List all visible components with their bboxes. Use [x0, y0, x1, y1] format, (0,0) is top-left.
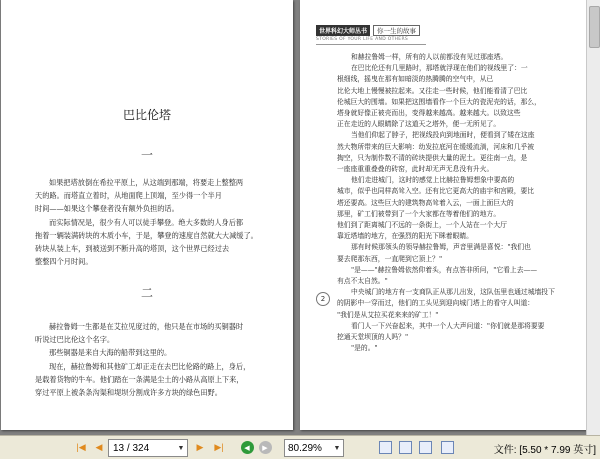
- text-line: "是——"赫拉鲁姆依然仰着头，有点答非所问，"它看上去——: [351, 265, 538, 274]
- continuous-button[interactable]: [398, 440, 412, 455]
- zoom-text[interactable]: 80.29%: [288, 442, 322, 454]
- text-line: 他们到了距离城门不远的一条街上，一个人站在一个大厅: [337, 221, 507, 230]
- running-header: [316, 24, 420, 37]
- text-line: 天的路。而塔直立着时，从地面爬上顶端，至少得一个半月: [35, 191, 222, 201]
- text-line: 那里，矿工们被带到了一个大家都在等着他们的地方。: [337, 209, 501, 218]
- text-line: 那些铜器是来自大海的船带到这里的。: [49, 348, 172, 358]
- text-line: 整整四个月时间。: [35, 257, 93, 267]
- text-line: 砖块从装上车，到被送到不断升高的塔顶，这个世界已经过去: [35, 244, 230, 254]
- text-line: 城市，似乎也同样高耸入空。还有比它更高大的庙宇和宫殿，要比: [337, 187, 535, 196]
- text-line: 当他们仰起了脖子，把视线投向到地面时，便看到了矮在这座: [351, 131, 535, 140]
- facing-icon: [419, 441, 432, 454]
- text-line: 根细线，摇曳在那有如暗淡的热腾腾的空气中，从已: [337, 75, 494, 84]
- continuous-icon: [399, 441, 412, 454]
- continuous-facing-button[interactable]: [440, 440, 454, 455]
- text-line: 看门人一下兴奋起来，其中一个人大声问道："你们就是那将要要: [351, 321, 545, 330]
- forward-button[interactable]: [258, 440, 272, 455]
- text-line: 拖着一辆装满砖块的木质小车，于是，攀登的速度自然就大大减缓了。: [35, 230, 258, 240]
- back-button[interactable]: [240, 440, 254, 455]
- continuous-facing-icon: [441, 441, 454, 454]
- forward-icon: ▶: [259, 441, 272, 454]
- text-line: "是的。": [351, 344, 378, 353]
- text-line: 是载着货物的牛车。他们踏在一条满是尘土的小路从高原上下来，: [35, 374, 244, 384]
- page-left: [1, 0, 293, 430]
- text-line: 如果把塔放倒在希拉平原上，从这端到那端，将要走上整整两: [49, 178, 244, 187]
- text-line: 有点不太自然。": [337, 277, 388, 286]
- last-page-icon: ▶|: [214, 442, 224, 452]
- section-text: [35, 320, 263, 399]
- section-number: 一: [140, 148, 153, 162]
- chevron-down-icon[interactable]: ▼: [177, 444, 185, 452]
- back-icon: ◀: [241, 441, 254, 454]
- series-name: 世界科幻大师丛书: [316, 25, 370, 36]
- page-number-field[interactable]: [108, 439, 188, 457]
- zoom-field[interactable]: [284, 439, 344, 457]
- first-page-icon: |◀: [76, 442, 86, 452]
- text-line: 那有时候那领头的领导赫拉鲁姆，声音里满是喜悦："我们也: [351, 243, 531, 252]
- text-line: 和赫拉鲁姆一样，所有的人以前都没有见过那座塔。: [351, 53, 508, 61]
- text-line: 穿过平原上被条条沟渠和堤坝分割成许多方块的绿色田野。: [35, 388, 222, 398]
- text-line: 掏空，只为制作数不清的砖块提供大量的泥土。更往南一点，是: [337, 153, 528, 162]
- section-text: [35, 176, 263, 268]
- facing-button[interactable]: [418, 440, 432, 455]
- text-line: 伦城巨大的围墙。如果把这围墙看作一个巨大的瓷泥壳的话，那么，: [337, 97, 541, 106]
- next-page-button[interactable]: [193, 440, 207, 455]
- text-line: 塔身就好像正被壳而出，变得越来越高。越来越大。以致这些: [337, 109, 521, 118]
- text-line: 中央城门的地方有一支商队正从那儿出发，这队伍里也通过城墙投下: [351, 288, 555, 297]
- text-line: "我们是从艾拉买花来来的矿工！": [337, 310, 439, 319]
- text-line: 在巴比伦还有几里路时，那塔就浮现在他们的视线里了：一: [351, 64, 528, 73]
- bottom-toolbar: [0, 435, 600, 459]
- section-number: 二: [140, 286, 153, 300]
- prev-page-button[interactable]: [92, 440, 106, 455]
- text-line: 他们走进城门，这时的感觉上比赫拉鲁姆想象中要高的: [351, 176, 515, 185]
- text-line: 现在，赫拉鲁姆和其他矿工却正走在去巴比伦路的路上，身后，: [49, 361, 251, 371]
- page-number-marker: 2: [316, 292, 330, 306]
- text-line: 赫拉鲁姆一生都是在艾拉见度过的，他只是在市场的买铜器时: [49, 322, 244, 331]
- text-line: 的阴影中一穿而过，他们的工头见到迎向城门塔上的看守人叫道：: [337, 299, 535, 308]
- vertical-scrollbar[interactable]: [586, 0, 600, 435]
- page-number-text[interactable]: 13 / 324: [113, 442, 150, 454]
- text-line: 听说过巴比伦这个名字。: [35, 335, 115, 345]
- single-page-icon: [379, 441, 392, 454]
- page-text: [337, 52, 563, 354]
- chapter-title: 巴比伦塔: [122, 108, 171, 122]
- scrollbar-thumb[interactable]: [589, 6, 600, 48]
- text-line: 挖通天堂坝顶的人吗？": [337, 333, 409, 342]
- prev-page-icon: ◀: [95, 442, 103, 452]
- next-page-icon: ▶: [196, 442, 204, 452]
- text-line: 要去爬那东西，一直爬到它顶上？": [337, 254, 443, 263]
- book-subtitle: STORIES OF YOUR LIFE AND OTHERS: [316, 37, 409, 42]
- first-page-button[interactable]: [74, 440, 88, 455]
- text-line: 而实际情况是，很少有人可以徒手攀登。绝大多数的人身后都: [49, 217, 244, 227]
- page-right: [300, 0, 586, 430]
- single-page-button[interactable]: [378, 440, 392, 455]
- text-line: 然大物所带来的巨大影响：幼发拉底河在缓缓流淌，河床和几乎被: [337, 142, 535, 151]
- text-line: 时间——如果这个攀登者没有额外负担的话。: [35, 204, 179, 214]
- book-name: 你一生的故事: [373, 25, 420, 36]
- text-line: 正在走近的人眼睛除了这道天之塔外，便一无所见了。: [337, 120, 501, 129]
- text-line: 比伦大地上慢慢被拉起来。又往走一些时候，他们能看清了巴比: [337, 86, 528, 95]
- chevron-down-icon[interactable]: ▼: [333, 444, 341, 452]
- text-line: 靠近塔墙的地方，在强烈的阳光下眯着眼睛。: [337, 232, 473, 241]
- text-line: 一座座重重叠叠的砖窑，此时却无声无息没有升火。: [337, 165, 494, 174]
- header-rule: [316, 44, 426, 45]
- last-page-button[interactable]: [212, 440, 226, 455]
- document-info: 文件: [5.50 * 7.99 英寸]: [493, 445, 596, 456]
- text-line: 塔还要高。这些巨大的建筑物高耸着入云，一面上面巨大的: [337, 198, 514, 207]
